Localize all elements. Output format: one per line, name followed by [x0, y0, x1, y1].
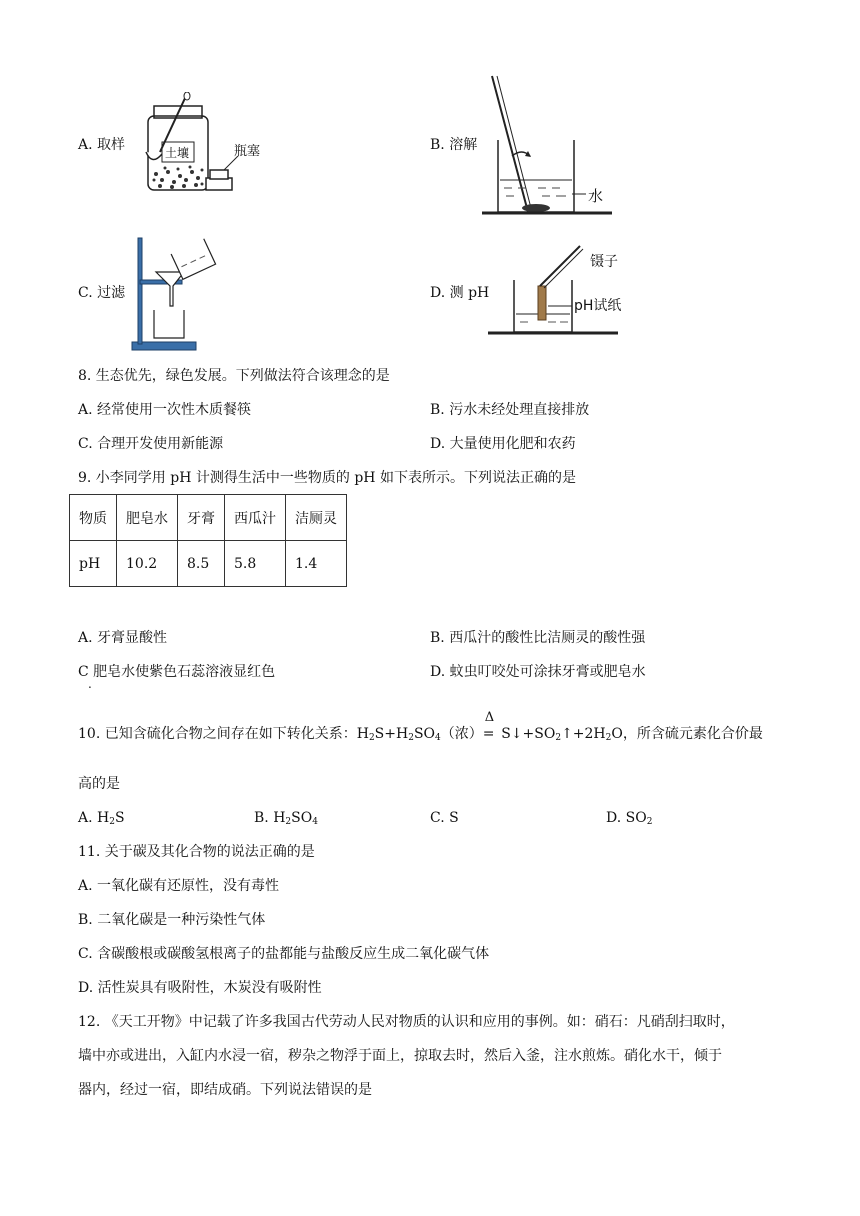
q11-option-d[interactable]: D. 活性炭具有吸附性，木炭没有吸附性 [78, 980, 322, 996]
table-cell: 西瓜汁 [225, 495, 286, 541]
q7-option-d[interactable] [430, 286, 489, 300]
q8-option-c[interactable]: C. 合理开发使用新能源 [78, 436, 224, 452]
q12-stem-line2: 墙中亦或进出，入缸内水浸一宿，秽杂之物浮于面上，掠取去时，然后入釜，注水煎炼。硝化水干，倾于 [78, 1048, 722, 1064]
q10-option-a[interactable]: A. $H_2S$ [78, 810, 125, 827]
table-cell: 物质 [70, 495, 117, 541]
q11-option-c[interactable]: C. 含碳酸根或碳酸氢根离子的盐都能与盐酸反应生成二氧化碳气体 [78, 946, 490, 962]
table-cell: 肥皂水 [117, 495, 178, 541]
q8-option-b[interactable]: B. 污水未经处理直接排放 [430, 402, 590, 418]
table-cell: 1.4 [286, 541, 347, 587]
table-row [70, 541, 347, 587]
q10-option-c[interactable]: C. S [430, 810, 459, 826]
q9-stem: 9. 小李同学用 pH 计测得生活中一些物质的 pH 如下表所示。下列说法正确的是 [78, 470, 576, 486]
option-letter: A. [78, 137, 93, 153]
option-letter: B. [430, 137, 445, 153]
q9-option-b[interactable]: B. 西瓜汁的酸性比洁厕灵的酸性强 [430, 630, 646, 646]
q10-stem: 10. 已知含硫化合物之间存在如下转化关系：$H_2S+H_2SO_4$（浓） Δ = $S↓+SO_2↑+2H_2O$，所含硫元素化合价最 [78, 710, 763, 743]
ph-table [69, 494, 347, 587]
q7-option-b[interactable] [430, 138, 477, 152]
option-letter: D. [430, 285, 446, 301]
q11-option-b[interactable]: B. 二氧化碳是一种污染性气体 [78, 912, 266, 928]
q7-option-a[interactable] [78, 138, 125, 152]
stopper-label: 瓶塞 [234, 144, 261, 159]
sampling-figure [138, 92, 278, 196]
heat-equals-sign: Δ = [482, 710, 495, 742]
q8-option-d[interactable]: D. 大量使用化肥和农药 [430, 436, 576, 452]
option-text: 溶解 [449, 137, 478, 153]
q8-option-a[interactable]: A. 经常使用一次性木质餐筷 [78, 402, 252, 418]
ph-test-figure [488, 240, 638, 340]
option-dot: . [88, 677, 92, 691]
table-cell: 10.2 [117, 541, 178, 587]
q11-option-a[interactable]: A. 一氧化碳有还原性，没有毒性 [78, 878, 280, 894]
q9-option-c[interactable]: C 肥皂水使紫色石蕊溶液显红色 [78, 664, 276, 680]
q8-stem: 8. 生态优先，绿色发展。下列做法符合该理念的是 [78, 368, 390, 384]
soil-label: 土壤 [165, 146, 190, 160]
option-text: 取样 [97, 137, 126, 153]
q9-option-a[interactable]: A. 牙膏显酸性 [78, 630, 168, 646]
q11-stem: 11. 关于碳及其化合物的说法正确的是 [78, 844, 315, 860]
water-label: 水 [588, 187, 604, 205]
q7-option-c[interactable] [78, 286, 125, 300]
option-text: 测 pH [449, 285, 490, 301]
q10-option-d[interactable]: D. $SO_2$ [606, 810, 653, 827]
tweezers-label: 镊子 [590, 254, 618, 270]
dissolving-figure [482, 72, 612, 218]
ph-paper-label: pH试纸 [574, 298, 622, 314]
q10-stem-line2: 高的是 [78, 776, 120, 792]
table-row [70, 495, 347, 541]
q12-stem-line3: 器内，经过一宿，即结成硝。下列说法错误的是 [78, 1082, 372, 1098]
q9-option-d[interactable]: D. 蚊虫叮咬处可涂抹牙膏或肥皂水 [430, 664, 646, 680]
table-cell: 牙膏 [178, 495, 225, 541]
table-cell: 洁厕灵 [286, 495, 347, 541]
table-cell: 5.8 [225, 541, 286, 587]
option-text: 过滤 [97, 285, 126, 301]
option-letter: C. [78, 285, 93, 301]
q12-stem-line1: 12. 《天工开物》中记载了许多我国古代劳动人民对物质的认识和应用的事例。如：硝石：凡硝刮扫取时， [78, 1014, 735, 1030]
filtration-figure [126, 230, 226, 354]
table-cell: pH [70, 541, 117, 587]
table-cell: 8.5 [178, 541, 225, 587]
q10-option-b[interactable]: B. $H_2SO_4$ [254, 810, 318, 827]
